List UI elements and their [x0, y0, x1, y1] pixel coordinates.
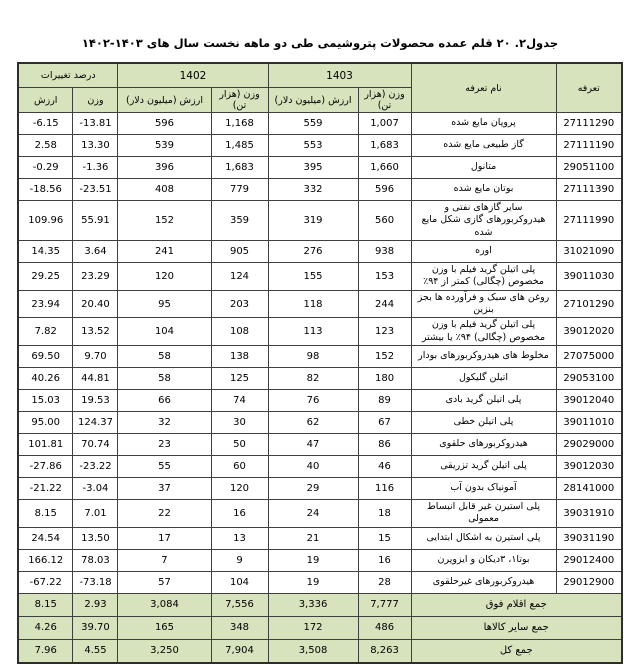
weight-1402-cell: 30	[211, 412, 268, 434]
weight-1403-cell: 8,263	[358, 639, 411, 663]
weight-1403-cell: 28	[358, 571, 411, 593]
weight-1402-cell: 905	[211, 241, 268, 263]
value-1402-cell: 17	[118, 527, 211, 549]
weight-1403-cell: 16	[358, 549, 411, 571]
summary-row	[18, 593, 622, 616]
tariff-name-cell: بوتان مایع شده	[411, 179, 556, 201]
tariff-name-cell: پلی استیرن به اشکال ابتدایی	[411, 527, 556, 549]
value-1403-cell: 98	[268, 346, 358, 368]
table-header	[18, 63, 622, 113]
weight-1403-cell: 152	[358, 346, 411, 368]
weight-1403-cell: 1,683	[358, 135, 411, 157]
tariff-code-cell: 29053100	[556, 368, 622, 390]
weight-pct-cell: -13.81	[73, 113, 118, 135]
tariff-code-cell: 27075000	[556, 346, 622, 368]
value-1403-cell: 24	[268, 500, 358, 528]
weight-1403-cell: 1,007	[358, 113, 411, 135]
value-1403-cell: 19	[268, 571, 358, 593]
tariff-name-cell: اوره	[411, 241, 556, 263]
page-title: جدول۲. ۲۰ قلم عمده محصولات پتروشیمی طی دو ماهه نخست سال های ۱۴۰۳-۱۴۰۲	[81, 36, 559, 50]
value-pct-cell: 69.50	[18, 346, 73, 368]
value-1402-cell: 241	[118, 241, 211, 263]
tariff-name-cell: پلی اتیلن گرید تزریقی	[411, 456, 556, 478]
value-pct-cell: 166.12	[18, 549, 73, 571]
weight-pct-cell: 39.70	[73, 616, 118, 639]
weight-1403-cell: 1,660	[358, 157, 411, 179]
value-pct-cell: 7.96	[18, 639, 73, 663]
table-row	[18, 412, 622, 434]
table-row	[18, 318, 622, 346]
weight-1402-cell: 74	[211, 390, 268, 412]
tariff-code-cell: 39031910	[556, 500, 622, 528]
tariff-name-cell: پلی استیرن غیر قابل انبساط معمولی	[411, 500, 556, 528]
summary-row	[18, 639, 622, 663]
col-group-pct-change: درصد تغییرات	[18, 63, 118, 88]
weight-1403-cell: 486	[358, 616, 411, 639]
weight-pct-cell: 4.55	[73, 639, 118, 663]
col-header-value-1403: ارزش (میلیون دلار)	[268, 88, 358, 113]
tariff-name-cell: بوتا۱، ۳دیکان و ایزوپرن	[411, 549, 556, 571]
value-pct-cell: 7.82	[18, 318, 73, 346]
table-row	[18, 179, 622, 201]
weight-pct-cell: 3.64	[73, 241, 118, 263]
weight-pct-cell: 55.91	[73, 201, 118, 241]
value-1402-cell: 152	[118, 201, 211, 241]
value-1403-cell: 40	[268, 456, 358, 478]
value-pct-cell: 15.03	[18, 390, 73, 412]
col-group-1403: 1403	[268, 63, 411, 88]
weight-pct-cell: 23.29	[73, 263, 118, 291]
value-1402-cell: 58	[118, 368, 211, 390]
tariff-code-cell: 27111190	[556, 135, 622, 157]
value-1402-cell: 58	[118, 346, 211, 368]
tariff-name-cell: پلی اتیلن گرید فیلم با وزن مخصوص (چگالی) ۹۴٪ یا بیشتر	[411, 318, 556, 346]
weight-1402-cell: 124	[211, 263, 268, 291]
value-1403-cell: 172	[268, 616, 358, 639]
value-pct-cell: -67.22	[18, 571, 73, 593]
value-pct-cell: 101.81	[18, 434, 73, 456]
table-row	[18, 549, 622, 571]
value-1402-cell: 396	[118, 157, 211, 179]
weight-1403-cell: 86	[358, 434, 411, 456]
value-1402-cell: 22	[118, 500, 211, 528]
weight-pct-cell: 2.93	[73, 593, 118, 616]
value-pct-cell: 109.96	[18, 201, 73, 241]
col-header-value-1402: ارزش (میلیون دلار)	[118, 88, 211, 113]
weight-1403-cell: 153	[358, 263, 411, 291]
weight-1402-cell: 125	[211, 368, 268, 390]
table-row	[18, 390, 622, 412]
value-1403-cell: 553	[268, 135, 358, 157]
tariff-name-cell: آمونیاک بدون آب	[411, 478, 556, 500]
value-1403-cell: 276	[268, 241, 358, 263]
col-header-value-pct: ارزش	[18, 88, 73, 113]
weight-1402-cell: 1,683	[211, 157, 268, 179]
tariff-code-cell: 39012030	[556, 456, 622, 478]
value-pct-cell: 4.26	[18, 616, 73, 639]
weight-1402-cell: 7,556	[211, 593, 268, 616]
weight-1402-cell: 1,168	[211, 113, 268, 135]
table-row	[18, 527, 622, 549]
value-pct-cell: 14.35	[18, 241, 73, 263]
value-pct-cell: 23.94	[18, 290, 73, 318]
table-row	[18, 456, 622, 478]
weight-pct-cell: 124.37	[73, 412, 118, 434]
value-pct-cell: -27.86	[18, 456, 73, 478]
tariff-code-cell: 27101290	[556, 290, 622, 318]
col-group-1402: 1402	[118, 63, 268, 88]
tariff-code-cell: 27111290	[556, 113, 622, 135]
weight-1402-cell: 50	[211, 434, 268, 456]
tariff-name-cell: مخلوط های هیدروکربورهای بودار	[411, 346, 556, 368]
table-body	[18, 113, 622, 663]
weight-1402-cell: 108	[211, 318, 268, 346]
summary-row	[18, 616, 622, 639]
value-1402-cell: 104	[118, 318, 211, 346]
summary-label-cell: جمع اقلام فوق	[411, 593, 622, 616]
value-pct-cell: -6.15	[18, 113, 73, 135]
weight-1402-cell: 359	[211, 201, 268, 241]
value-1403-cell: 155	[268, 263, 358, 291]
col-header-weight-pct: وزن	[73, 88, 118, 113]
tariff-code-cell: 29029000	[556, 434, 622, 456]
value-1403-cell: 19	[268, 549, 358, 571]
col-header-tariff-name: نام تعرفه	[411, 63, 556, 113]
weight-pct-cell: 7.01	[73, 500, 118, 528]
value-1402-cell: 57	[118, 571, 211, 593]
value-pct-cell: 2.58	[18, 135, 73, 157]
value-1403-cell: 118	[268, 290, 358, 318]
table-row	[18, 157, 622, 179]
value-1403-cell: 21	[268, 527, 358, 549]
tariff-name-cell: هیدروکربورهای غیرحلقوی	[411, 571, 556, 593]
weight-pct-cell: 9.70	[73, 346, 118, 368]
tariff-code-cell: 39012020	[556, 318, 622, 346]
value-pct-cell: 29.25	[18, 263, 73, 291]
tariff-name-cell: روغن های سبک و فرآورده ها بجز بنزین	[411, 290, 556, 318]
tariff-name-cell: متانول	[411, 157, 556, 179]
weight-1403-cell: 67	[358, 412, 411, 434]
tariff-code-cell: 29051100	[556, 157, 622, 179]
value-pct-cell: 8.15	[18, 500, 73, 528]
value-pct-cell: -0.29	[18, 157, 73, 179]
tariff-code-cell: 39031190	[556, 527, 622, 549]
value-1402-cell: 55	[118, 456, 211, 478]
col-header-weight-1402: وزن (هزار تن)	[211, 88, 268, 113]
weight-1402-cell: 138	[211, 346, 268, 368]
products-table	[17, 62, 623, 664]
value-pct-cell: 24.54	[18, 527, 73, 549]
tariff-name-cell: سایر گازهای نفتی و هیدروکربورهای گازی شکل مایع شده	[411, 201, 556, 241]
weight-pct-cell: 13.52	[73, 318, 118, 346]
value-1403-cell: 332	[268, 179, 358, 201]
weight-1402-cell: 13	[211, 527, 268, 549]
tariff-code-cell: 28141000	[556, 478, 622, 500]
value-1403-cell: 395	[268, 157, 358, 179]
value-1402-cell: 23	[118, 434, 211, 456]
table-row	[18, 135, 622, 157]
value-pct-cell: 40.26	[18, 368, 73, 390]
value-pct-cell: 95.00	[18, 412, 73, 434]
weight-1403-cell: 938	[358, 241, 411, 263]
table-row	[18, 241, 622, 263]
weight-1403-cell: 123	[358, 318, 411, 346]
weight-1402-cell: 16	[211, 500, 268, 528]
weight-pct-cell: 44.81	[73, 368, 118, 390]
table-row	[18, 368, 622, 390]
value-1402-cell: 408	[118, 179, 211, 201]
table-row	[18, 290, 622, 318]
tariff-code-cell: 39012040	[556, 390, 622, 412]
tariff-name-cell: پلی اتیلن خطی	[411, 412, 556, 434]
tariff-code-cell: 27111390	[556, 179, 622, 201]
value-1403-cell: 113	[268, 318, 358, 346]
value-1402-cell: 3,084	[118, 593, 211, 616]
col-header-tariff-code: تعرفه	[556, 63, 622, 113]
tariff-name-cell: پروپان مایع شده	[411, 113, 556, 135]
value-1402-cell: 37	[118, 478, 211, 500]
tariff-code-cell: 27111990	[556, 201, 622, 241]
table-row	[18, 113, 622, 135]
value-1402-cell: 95	[118, 290, 211, 318]
tariff-name-cell: گاز طبیعی مایع شده	[411, 135, 556, 157]
value-1402-cell: 7	[118, 549, 211, 571]
table-row	[18, 346, 622, 368]
tariff-code-cell: 39011030	[556, 263, 622, 291]
value-1402-cell: 596	[118, 113, 211, 135]
tariff-name-cell: پلی اتیلن گرید فیلم با وزن مخصوص (چگالی) کمتر از ۹۴٪	[411, 263, 556, 291]
weight-1402-cell: 1,485	[211, 135, 268, 157]
tariff-name-cell: هیدروکربورهای حلقوی	[411, 434, 556, 456]
tariff-name-cell: اتیلن گلیکول	[411, 368, 556, 390]
weight-1402-cell: 9	[211, 549, 268, 571]
weight-1402-cell: 120	[211, 478, 268, 500]
value-pct-cell: -18.56	[18, 179, 73, 201]
value-1403-cell: 3,508	[268, 639, 358, 663]
value-1403-cell: 47	[268, 434, 358, 456]
value-1402-cell: 32	[118, 412, 211, 434]
value-1403-cell: 29	[268, 478, 358, 500]
value-1403-cell: 62	[268, 412, 358, 434]
weight-1403-cell: 560	[358, 201, 411, 241]
value-1403-cell: 319	[268, 201, 358, 241]
summary-label-cell: جمع کل	[411, 639, 622, 663]
table-row	[18, 478, 622, 500]
tariff-name-cell: پلی اتیلن گرید بادی	[411, 390, 556, 412]
weight-1403-cell: 244	[358, 290, 411, 318]
table-row	[18, 571, 622, 593]
weight-1403-cell: 116	[358, 478, 411, 500]
weight-pct-cell: -73.18	[73, 571, 118, 593]
weight-1402-cell: 104	[211, 571, 268, 593]
weight-pct-cell: 78.03	[73, 549, 118, 571]
table-row	[18, 263, 622, 291]
weight-1402-cell: 60	[211, 456, 268, 478]
weight-1403-cell: 7,777	[358, 593, 411, 616]
weight-pct-cell: -1.36	[73, 157, 118, 179]
weight-pct-cell: -23.22	[73, 456, 118, 478]
summary-label-cell: جمع سایر کالاها	[411, 616, 622, 639]
weight-pct-cell: -3.04	[73, 478, 118, 500]
weight-pct-cell: 20.40	[73, 290, 118, 318]
weight-pct-cell: 70.74	[73, 434, 118, 456]
value-1402-cell: 120	[118, 263, 211, 291]
weight-1403-cell: 15	[358, 527, 411, 549]
value-1402-cell: 539	[118, 135, 211, 157]
weight-1403-cell: 180	[358, 368, 411, 390]
weight-1403-cell: 18	[358, 500, 411, 528]
weight-1402-cell: 7,904	[211, 639, 268, 663]
weight-1402-cell: 203	[211, 290, 268, 318]
value-1403-cell: 82	[268, 368, 358, 390]
value-pct-cell: -21.22	[18, 478, 73, 500]
value-1402-cell: 3,250	[118, 639, 211, 663]
value-pct-cell: 8.15	[18, 593, 73, 616]
weight-1403-cell: 46	[358, 456, 411, 478]
value-1403-cell: 3,336	[268, 593, 358, 616]
weight-1403-cell: 596	[358, 179, 411, 201]
weight-1402-cell: 348	[211, 616, 268, 639]
table-row	[18, 201, 622, 241]
weight-1402-cell: 779	[211, 179, 268, 201]
col-header-weight-1403: وزن (هزار تن)	[358, 88, 411, 113]
tariff-code-cell: 29012900	[556, 571, 622, 593]
value-1403-cell: 559	[268, 113, 358, 135]
value-1403-cell: 76	[268, 390, 358, 412]
weight-pct-cell: -23.51	[73, 179, 118, 201]
weight-pct-cell: 19.53	[73, 390, 118, 412]
table-row	[18, 500, 622, 528]
weight-1403-cell: 89	[358, 390, 411, 412]
weight-pct-cell: 13.50	[73, 527, 118, 549]
value-1402-cell: 165	[118, 616, 211, 639]
table-row	[18, 434, 622, 456]
value-1402-cell: 66	[118, 390, 211, 412]
weight-pct-cell: 13.30	[73, 135, 118, 157]
tariff-code-cell: 39011010	[556, 412, 622, 434]
tariff-code-cell: 31021090	[556, 241, 622, 263]
tariff-code-cell: 29012400	[556, 549, 622, 571]
